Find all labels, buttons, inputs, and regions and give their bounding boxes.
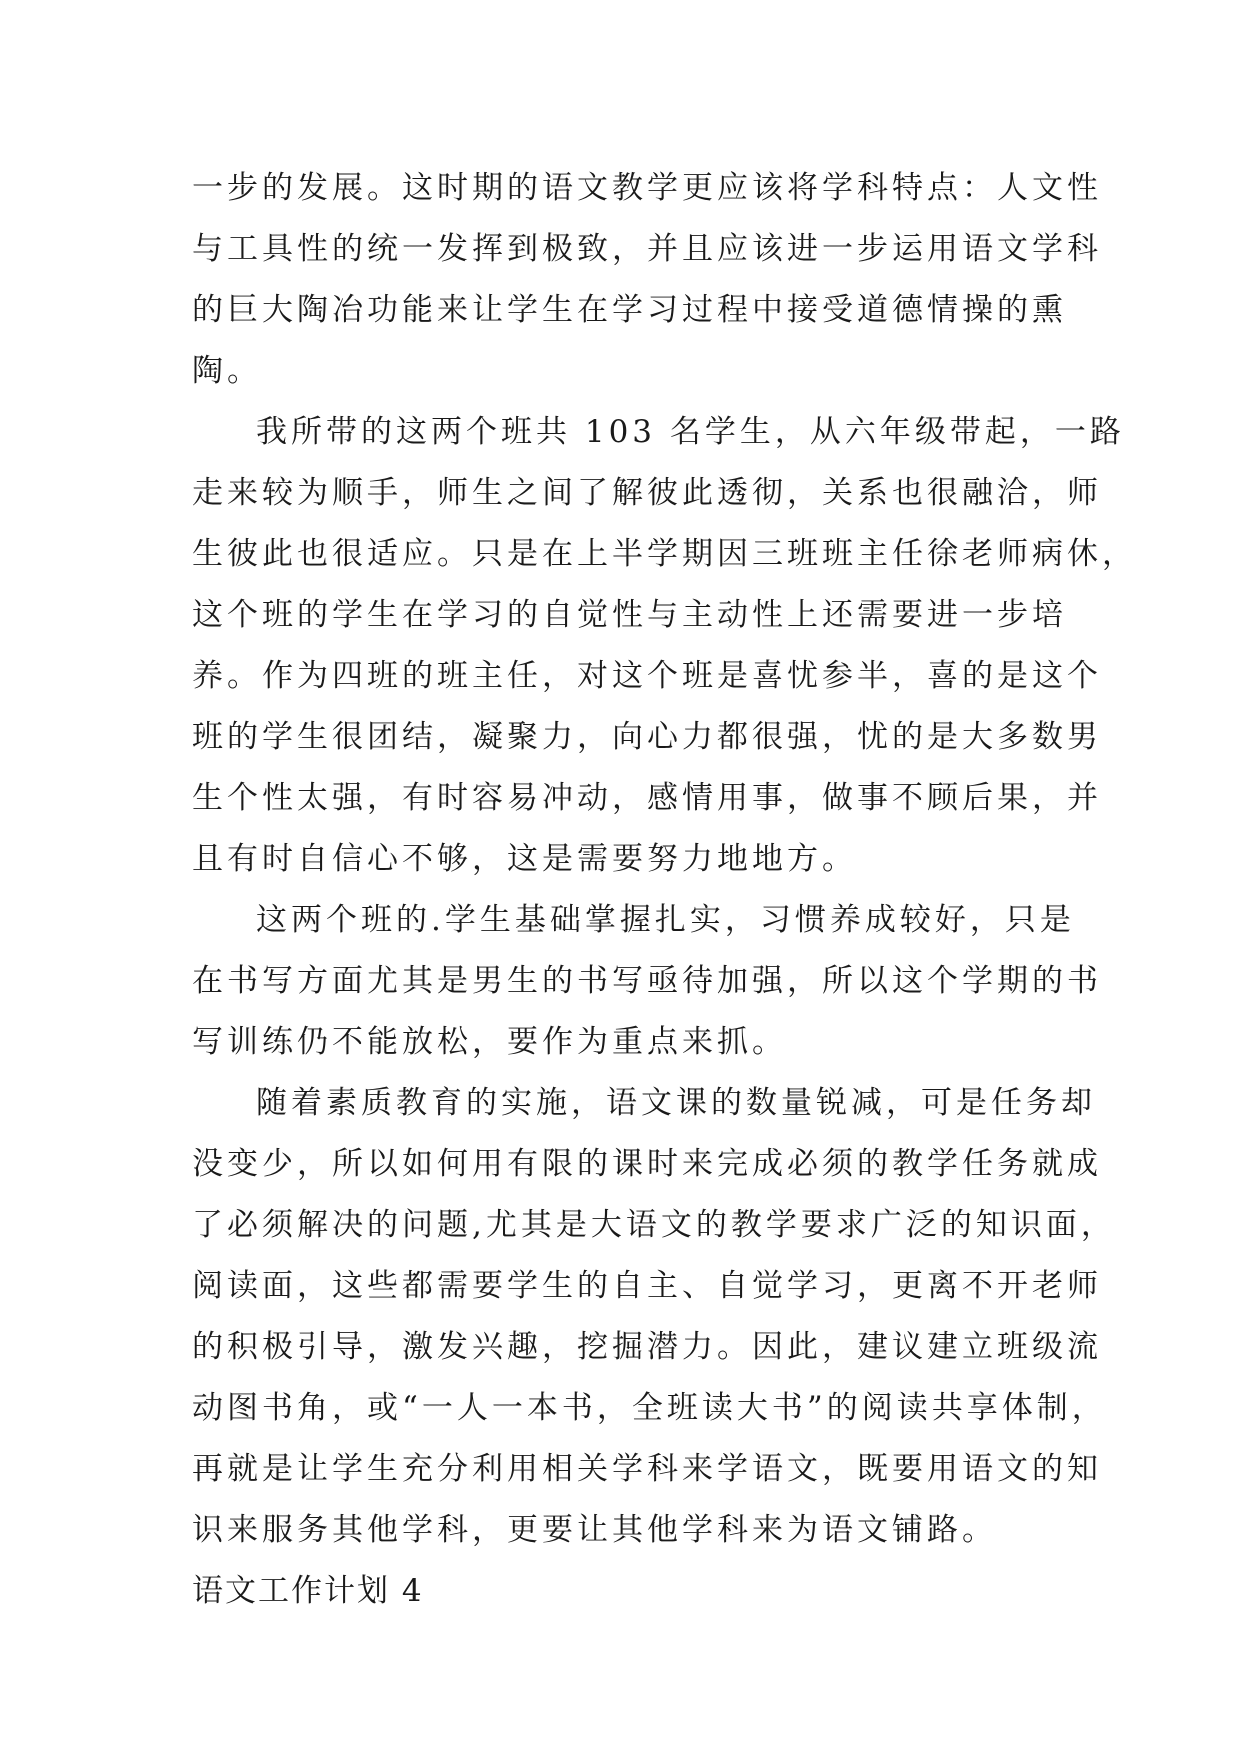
paragraph-continuation (192, 158, 1102, 402)
text-line: 的积极引导，激发兴趣，挖掘潜力。因此，建议建立班级流 (192, 1329, 1102, 1365)
text-line: 识来服务其他学科，更要让其他学科来为语文铺路。 (192, 1512, 997, 1548)
text-line: 一步的发展。这时期的语文教学更应该将学科特点：人文性 (192, 170, 1102, 206)
text-line: 的巨大陶冶功能来让学生在学习过程中接受道德情操的熏 (192, 292, 1067, 328)
document-page (192, 158, 1137, 1622)
text-line: 这个班的学生在学习的自觉性与主动性上还需要进一步培 (192, 597, 1067, 633)
text-line: 我所带的这两个班共 103 名学生，从六年级带起，一路 (256, 414, 1125, 450)
text-line: 动图书角，或“一人一本书，全班读大书”的阅读共享体制， (192, 1390, 1107, 1426)
text-line: 写训练仍不能放松，要作为重点来抓。 (192, 1024, 787, 1060)
text-line: 养。作为四班的班主任，对这个班是喜忧参半，喜的是这个 (192, 658, 1102, 694)
text-line: 班的学生很团结，凝聚力，向心力都很强，忧的是大多数男 (192, 719, 1102, 755)
text-line: 且有时自信心不够，这是需要努力地地方。 (192, 841, 857, 877)
section-heading: 语文工作计划 4 (192, 1573, 424, 1609)
text-line: 与工具性的统一发挥到极致，并且应该进一步运用语文学科 (192, 231, 1102, 267)
paragraph-class-situation (192, 402, 1137, 890)
text-line: 随着素质教育的实施，语文课的数量锐减，可是任务却 (256, 1085, 1096, 1121)
paragraph-reading-plan (192, 1073, 1116, 1561)
text-line: 阅读面，这些都需要学生的自主、自觉学习，更离不开老师 (192, 1268, 1102, 1304)
text-line: 再就是让学生充分利用相关学科来学语文，既要用语文的知 (192, 1451, 1102, 1487)
text-line: 没变少，所以如何用有限的课时来完成必须的教学任务就成 (192, 1146, 1102, 1182)
text-line: 这两个班的.学生基础掌握扎实，习惯养成较好，只是 (256, 902, 1075, 938)
text-line: 走来较为顺手，师生之间了解彼此透彻，关系也很融洽，师 (192, 475, 1102, 511)
text-line: 了必须解决的问题,尤其是大语文的教学要求广泛的知识面， (192, 1207, 1116, 1243)
text-line: 陶。 (192, 353, 262, 389)
paragraph-writing-training (192, 890, 1102, 1073)
text-line: 在书写方面尤其是男生的书写亟待加强，所以这个学期的书 (192, 963, 1102, 999)
text-line: 生个性太强，有时容易冲动，感情用事，做事不顾后果，并 (192, 780, 1102, 816)
text-line: 生彼此也很适应。只是在上半学期因三班班主任徐老师病休， (192, 536, 1137, 572)
